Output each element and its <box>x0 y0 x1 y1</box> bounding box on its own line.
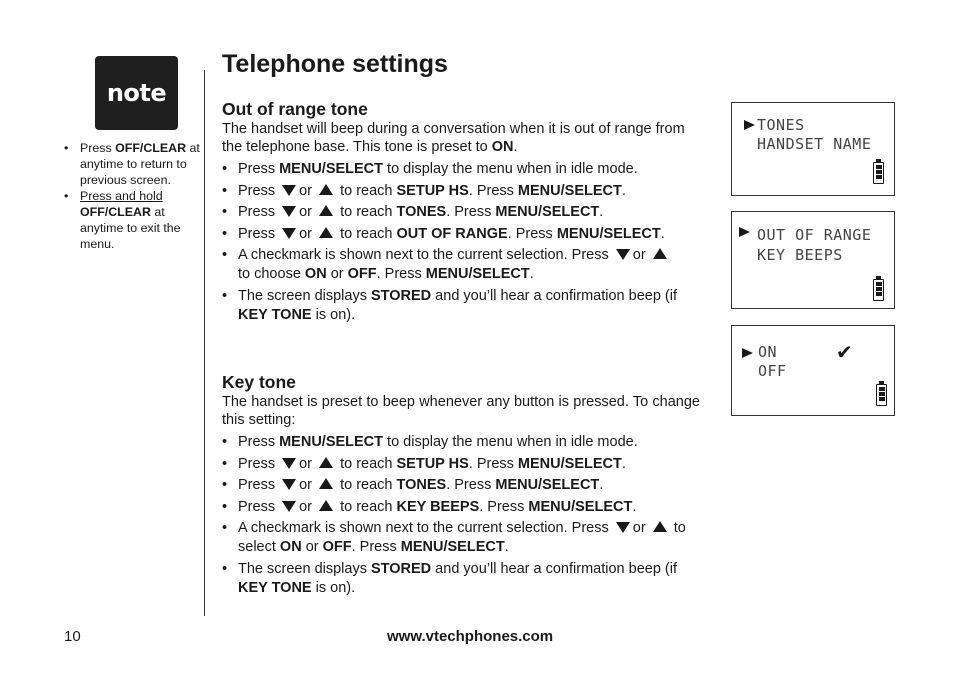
down-arrow-icon <box>282 458 296 469</box>
column-divider <box>204 70 205 616</box>
sidebar-notes <box>64 140 204 252</box>
page-title: Telephone settings <box>222 50 448 78</box>
section-heading: Key tone <box>222 372 296 392</box>
up-arrow-icon <box>319 205 333 216</box>
up-arrow-icon <box>653 521 667 532</box>
cursor-arrow-icon <box>742 348 753 358</box>
lcd-line: TONES <box>757 116 805 134</box>
page-number: 10 <box>64 628 81 645</box>
lcd-line: ON <box>758 343 778 361</box>
sidebar-note-item <box>64 140 204 188</box>
list-item: • Press or to reach KEY BEEPS. Press MENU/SELECT. <box>222 498 700 517</box>
list-item: • Press or to reach TONES. Press MENU/SELECT. <box>222 476 700 495</box>
list-item: • A checkmark is shown next to the current selection. Press or to choose ON or OFF. Press MENU/SELECT. <box>222 246 700 284</box>
lcd-screen-tones <box>731 102 895 196</box>
down-arrow-icon <box>282 501 296 512</box>
down-arrow-icon <box>282 228 296 239</box>
note-text: Press and hold <box>80 189 163 203</box>
list-item: • Press or to reach OUT OF RANGE. Press MENU/SELECT. <box>222 225 700 244</box>
up-arrow-icon <box>319 478 333 489</box>
note-badge <box>95 56 178 130</box>
list-item: • The screen displays STORED and you’ll hear a confirmation beep (if KEY TONE is on). <box>222 287 700 325</box>
up-arrow-icon <box>653 248 667 259</box>
list-item: • Press MENU/SELECT to display the menu when in idle mode. <box>222 433 700 452</box>
section-intro: The handset will beep during a conversation when it is out of range from the telephone base. This tone is preset to ON. <box>222 121 685 155</box>
checkmark-icon: ✔ <box>836 340 853 364</box>
up-arrow-icon <box>319 184 333 195</box>
section-intro: The handset is preset to beep whenever any button is pressed. To change this setting: <box>222 394 700 428</box>
lcd-screen-on-off <box>731 325 895 416</box>
lcd-line: OFF <box>758 362 787 380</box>
down-arrow-icon <box>282 185 296 196</box>
note-text: at anytime to return to previous screen. <box>80 141 200 187</box>
down-arrow-icon <box>282 206 296 217</box>
list-item: • A checkmark is shown next to the current selection. Press or to select ON or OFF. Press MENU/SELECT. <box>222 519 700 557</box>
list-item: • Press or to reach SETUP HS. Press MENU/SELECT. <box>222 182 700 201</box>
note-key: OFF/CLEAR <box>115 141 187 155</box>
list-item: • The screen displays STORED and you’ll hear a confirmation beep (if KEY TONE is on). <box>222 560 700 598</box>
list-item: • Press MENU/SELECT to display the menu when in idle mode. <box>222 160 700 179</box>
lcd-line: KEY BEEPS <box>757 246 843 264</box>
up-arrow-icon <box>319 457 333 468</box>
out-of-range-section <box>222 98 700 327</box>
footer-url[interactable]: www.vtechphones.com <box>387 628 554 645</box>
key-tone-section <box>222 371 700 600</box>
cursor-arrow-icon <box>744 120 755 130</box>
note-text: Press <box>80 141 116 155</box>
down-arrow-icon <box>282 479 296 490</box>
down-arrow-icon <box>616 249 630 260</box>
cursor-arrow-icon <box>739 227 750 237</box>
battery-icon <box>873 279 884 301</box>
up-arrow-icon <box>319 500 333 511</box>
note-key: OFF/CLEAR <box>80 205 151 219</box>
note-label: note <box>106 79 167 107</box>
lcd-line: OUT OF RANGE <box>757 226 872 244</box>
list-item: • Press or to reach TONES. Press MENU/SELECT. <box>222 203 700 222</box>
battery-icon <box>876 384 887 406</box>
battery-icon <box>873 162 884 184</box>
list-item: • Press or to reach SETUP HS. Press MENU/SELECT. <box>222 455 700 474</box>
section-heading: Out of range tone <box>222 99 368 119</box>
lcd-line: HANDSET NAME <box>757 135 872 153</box>
down-arrow-icon <box>616 522 630 533</box>
up-arrow-icon <box>319 227 333 238</box>
sidebar-note-item <box>64 188 204 252</box>
note-text: at anytime to exit the menu. <box>80 205 181 251</box>
lcd-screen-out-of-range <box>731 211 895 309</box>
